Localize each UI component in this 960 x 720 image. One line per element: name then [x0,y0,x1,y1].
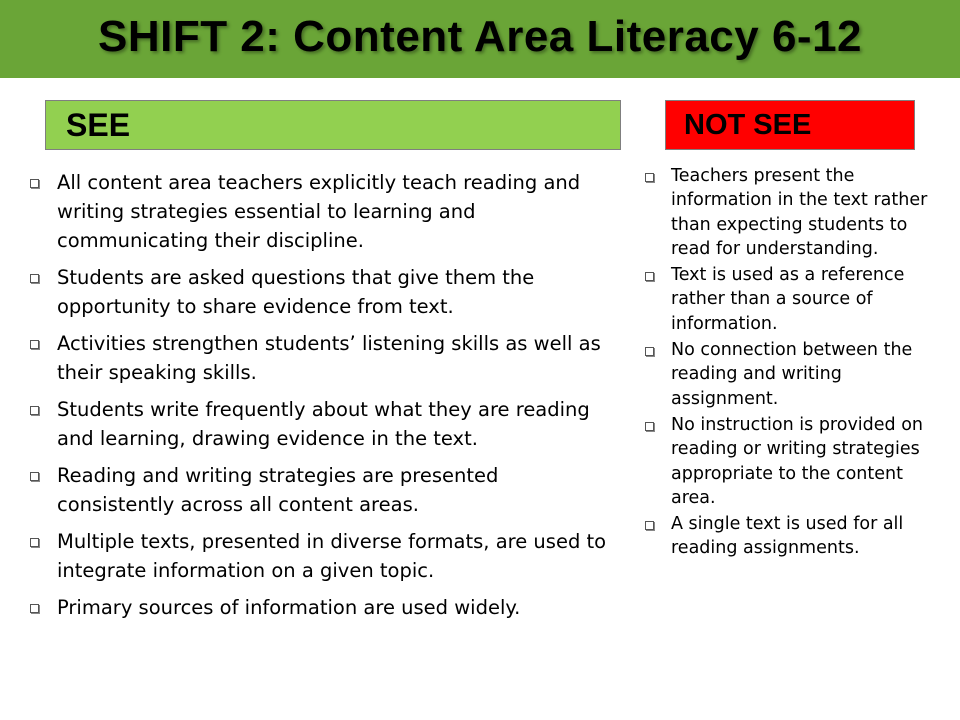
see-list-item [30,329,620,387]
square-bullet-icon [30,406,39,415]
not-see-list-item [645,338,930,411]
square-bullet-icon [30,340,39,349]
square-bullet-icon [645,173,654,182]
not-see-item-text: A single text is used for all reading assignments. [671,514,904,559]
see-item-text: All content area teachers explicitly teach reading and writing strategies essential to learning and communicating their discipline. [57,171,581,252]
see-item-text: Students write frequently about what they are reading and learning, drawing evidence in the text. [57,398,590,450]
slide-title: SHIFT 2: Content Area Literacy 6-12 [97,12,863,61]
not-see-list-item [645,512,930,561]
not-see-item-text: No connection between the reading and writing assignment. [671,340,913,409]
square-bullet-icon [645,347,654,356]
not-see-list-item [645,263,930,336]
not-see-header-label: NOT SEE [684,108,812,141]
see-list-item [30,168,620,255]
square-bullet-icon [645,272,654,281]
square-bullet-icon [30,274,39,283]
not-see-header-box [665,100,915,150]
not-see-list-item [645,413,930,510]
see-list-item [30,395,620,453]
see-list-item [30,461,620,519]
square-bullet-icon [645,422,654,431]
square-bullet-icon [30,472,39,481]
square-bullet-icon [645,521,654,530]
see-item-text: Activities strengthen students’ listening skills as well as their speaking skills. [57,332,601,384]
not-see-list-item [645,164,930,261]
not-see-item-text: Text is used as a reference rather than a source of information. [671,265,905,334]
see-header-box [45,100,621,150]
square-bullet-icon [30,538,39,547]
see-list [30,168,620,630]
see-list-item [30,263,620,321]
square-bullet-icon [30,604,39,613]
see-item-text: Students are asked questions that give them the opportunity to share evidence from text. [57,266,535,318]
see-item-text: Reading and writing strategies are presented consistently across all content areas. [57,464,499,516]
not-see-list [645,164,930,563]
not-see-item-text: No instruction is provided on reading or writing strategies appropriate to the content area. [671,414,924,508]
title-bar [0,0,960,78]
not-see-item-text: Teachers present the information in the text rather than expecting students to read for understanding. [671,166,928,259]
see-item-text: Primary sources of information are used widely. [57,596,521,619]
see-item-text: Multiple texts, presented in diverse formats, are used to integrate information on a given topic. [57,530,607,582]
square-bullet-icon [30,179,39,188]
see-list-item [30,527,620,585]
see-header-label: SEE [66,106,131,143]
see-list-item [30,593,620,622]
